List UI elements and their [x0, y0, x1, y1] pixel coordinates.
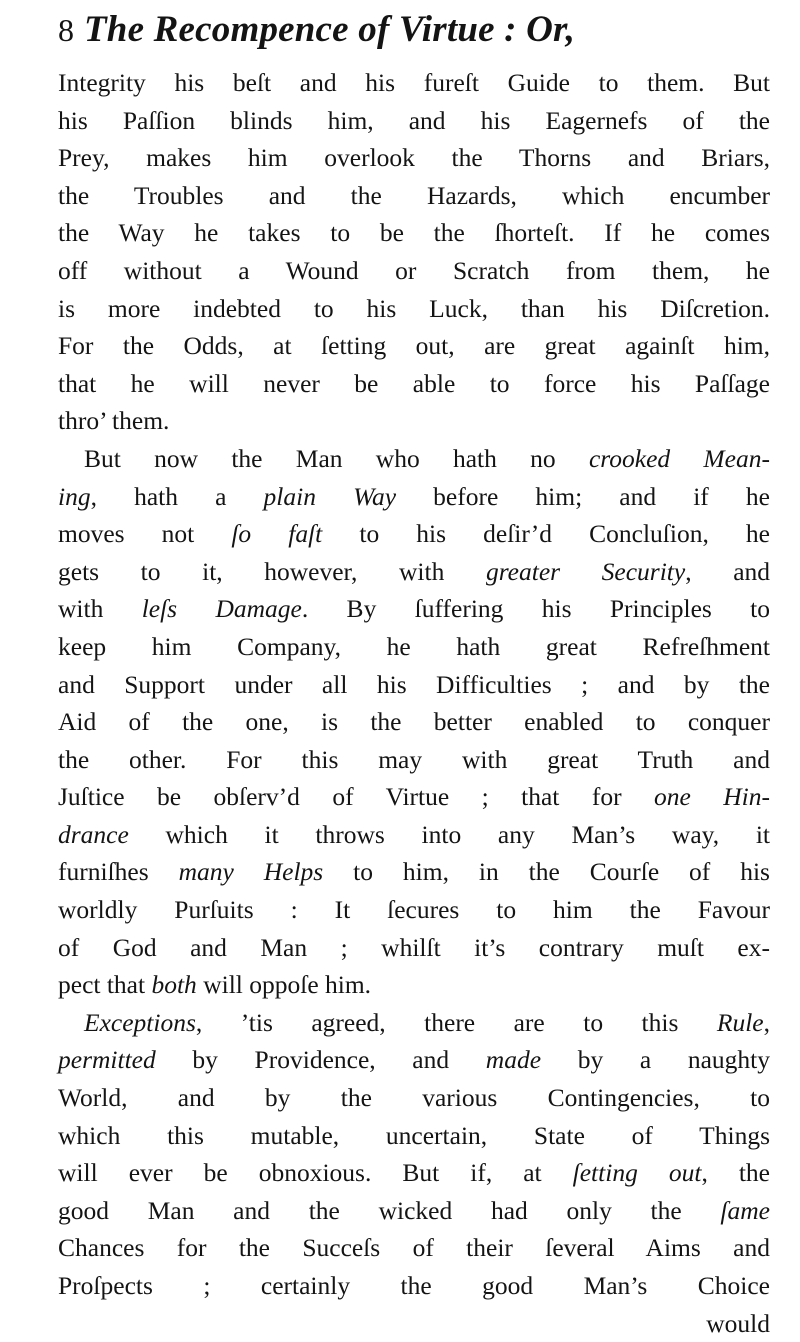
- text-line: [58, 816, 770, 854]
- text-line: [58, 1041, 770, 1079]
- text-span: pect that: [58, 970, 152, 1000]
- text-line: [58, 929, 770, 967]
- running-title: The Recompence of Virtue : Or,: [84, 9, 576, 50]
- text-span: his Paſſion blinds him, and his Eagernefs of the: [58, 105, 770, 135]
- body-text: [58, 64, 770, 1342]
- text-line: [58, 1229, 770, 1267]
- italic-span: many Helps: [178, 857, 324, 887]
- text-line: [58, 1192, 770, 1230]
- text-line: [58, 252, 770, 290]
- text-line: [58, 590, 770, 628]
- italic-span: permitted: [58, 1045, 156, 1075]
- page-number: 8: [58, 12, 74, 48]
- text-span: which it throws into any Man’s way, it: [128, 819, 770, 849]
- text-span: good Man and the wicked had only the: [58, 1195, 721, 1225]
- catchword: [58, 1305, 770, 1342]
- text-span: and Support under all his Difficulties ; and by the: [58, 669, 770, 699]
- text-span: Integrity his beſt and his fureſt Guide to them. But: [58, 68, 770, 97]
- text-line: [58, 1117, 770, 1155]
- text-span: keep him Company, he hath great Refreſhment: [58, 631, 770, 661]
- text-span: by a naughty: [541, 1045, 770, 1075]
- italic-span: ſo faſt: [231, 519, 323, 549]
- text-span: , and: [685, 556, 771, 586]
- text-line: [58, 440, 770, 478]
- text-span: by Providence, and: [155, 1045, 486, 1075]
- text-span: to his deſir’d Concluſion, he: [322, 519, 770, 549]
- text-line: [58, 214, 770, 252]
- text-span: will oppoſe him.: [196, 970, 372, 1000]
- text-span: furniſhes: [58, 857, 179, 887]
- text-line: [58, 778, 770, 816]
- text-span: with: [58, 594, 142, 624]
- text-line: [58, 853, 770, 891]
- text-line: [58, 327, 770, 365]
- text-line: [58, 402, 770, 440]
- text-line: [58, 666, 770, 704]
- text-line: [58, 1004, 770, 1042]
- text-line: [58, 966, 770, 1004]
- text-span: , hath a: [90, 481, 264, 511]
- text-line: [58, 703, 770, 741]
- text-line: [58, 1267, 770, 1305]
- text-span: Prey, makes him overlook the Thorns and Briars,: [58, 143, 770, 173]
- text-span: ,: [763, 1007, 770, 1037]
- text-span: the Troubles and the Hazards, which encumber: [58, 180, 770, 210]
- text-span: to him, in the Courſe of his: [323, 857, 770, 887]
- text-span: , ’tis agreed, there are to this: [195, 1007, 717, 1037]
- italic-span: ſetting out: [572, 1158, 702, 1188]
- text-span: . By ſuffering his Principles to: [301, 594, 771, 624]
- text-line: [58, 1154, 770, 1192]
- text-line: [58, 290, 770, 328]
- text-span: , the: [701, 1158, 770, 1188]
- text-line: [58, 177, 770, 215]
- text-line: [58, 102, 770, 140]
- text-line: [58, 1079, 770, 1117]
- italic-span: made: [485, 1045, 542, 1075]
- italic-span: Rule: [716, 1007, 764, 1037]
- text-span: thro’ them.: [58, 406, 170, 436]
- text-span: Chances for the Succeſs of their ſeveral Aims and: [58, 1233, 770, 1263]
- text-line: [58, 628, 770, 666]
- text-span: the Way he takes to be the ſhorteſt. If he comes: [58, 218, 770, 248]
- italic-span: ſame: [720, 1195, 770, 1225]
- page-header: [58, 8, 770, 58]
- italic-span: drance: [58, 819, 129, 849]
- text-span: gets to it, however, with: [58, 556, 486, 586]
- text-span: off without a Wound or Scratch from them, he: [58, 255, 770, 285]
- text-line: [58, 478, 770, 516]
- italic-span: greater Security: [485, 556, 686, 586]
- text-span: of God and Man ; whilſt it’s contrary muſt ex-: [58, 932, 770, 962]
- text-line: [58, 741, 770, 779]
- text-span: is more indebted to his Luck, than his Diſcretion.: [58, 293, 770, 323]
- text-line: [58, 139, 770, 177]
- text-line: [58, 553, 770, 591]
- text-span: Juſtice be obſerv’d of Virtue ; that for: [58, 782, 654, 812]
- text-line: [58, 891, 770, 929]
- italic-span: ing: [58, 481, 91, 511]
- text-span: the other. For this may with great Truth and: [58, 744, 770, 774]
- text-span: For the Odds, at ſetting out, are great againſt him,: [58, 331, 770, 361]
- text-span: But now the Man who hath no: [84, 443, 589, 473]
- text-span: would: [706, 1308, 770, 1338]
- text-span: worldly Purſuits : It ſecures to him the Favour: [58, 895, 770, 925]
- italic-span: plain Way: [263, 481, 397, 511]
- text-span: before him; and if he: [396, 481, 770, 511]
- text-line: [58, 515, 770, 553]
- text-span: Aid of the one, is the better enabled to conquer: [58, 707, 770, 737]
- italic-span: crooked Mean-: [588, 443, 770, 473]
- text-span: World, and by the various Contingencies, to: [58, 1083, 770, 1113]
- italic-span: one Hin-: [654, 782, 771, 812]
- italic-span: Exceptions: [84, 1007, 196, 1037]
- text-span: that he will never be able to force his Paſſage: [58, 368, 770, 398]
- italic-span: leſs Damage: [141, 594, 302, 624]
- text-line: [58, 365, 770, 403]
- text-span: moves not: [58, 519, 232, 549]
- italic-span: both: [151, 970, 197, 1000]
- text-span: will ever be obnoxious. But if, at: [58, 1158, 573, 1188]
- text-line: [58, 64, 770, 102]
- text-span: which this mutable, uncertain, State of Things: [58, 1120, 770, 1150]
- text-span: Proſpects ; certainly the good Man’s Choice: [58, 1271, 770, 1300]
